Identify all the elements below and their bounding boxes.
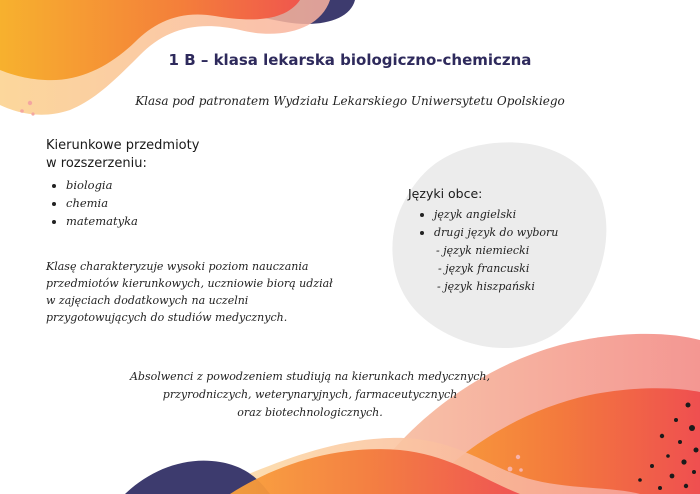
subject-label: matematyka — [66, 214, 138, 228]
page-title: 1 B – klasa lekarska biologiczno-chemiczna — [168, 51, 532, 69]
graduates-line: Absolwenci z powodzeniem studiują na kierunkach medycznych, — [129, 370, 490, 383]
list-item — [52, 194, 138, 212]
list-item — [52, 212, 138, 230]
list-item: - język niemiecki — [436, 244, 530, 257]
subjects-heading — [46, 137, 286, 173]
subjects-list — [52, 176, 138, 230]
subject-label: chemia — [66, 196, 109, 210]
languages-heading: Języki obce: — [408, 186, 483, 201]
description-line: Klasę charakteryzuje wysoki poziom nauczania — [46, 260, 309, 273]
language-label: język angielski — [434, 208, 517, 221]
graduates-line: przyrodniczych, weterynaryjnych, farmaceutycznych — [162, 388, 458, 401]
list-item — [420, 224, 558, 242]
bullet-icon — [52, 184, 56, 188]
patronage-subtitle: Klasa pod patronatem Wydziału Lekarskiego Uniwersytetu Opolskiego — [135, 94, 565, 108]
list-item — [420, 206, 558, 224]
graduates-note — [110, 368, 510, 422]
class-description — [46, 258, 346, 326]
list-item: - język hiszpański — [437, 280, 535, 293]
language-label: drugi język do wyboru — [434, 226, 559, 239]
subject-label: biologia — [66, 178, 113, 192]
description-line: w zajęciach dodatkowych na uczelni — [46, 294, 249, 307]
bullet-icon — [52, 202, 56, 206]
subjects-heading-line-2: w rozszerzeniu: — [46, 156, 147, 171]
second-language-options — [436, 242, 535, 296]
bullet-icon — [420, 213, 424, 217]
bullet-icon — [420, 231, 424, 235]
list-item — [52, 176, 138, 194]
description-line: przygotowujących do studiów medycznych. — [46, 311, 288, 324]
languages-list — [420, 206, 558, 242]
subjects-heading-line-1: Kierunkowe przedmioty — [46, 138, 200, 153]
list-item: - język francuski — [438, 262, 530, 275]
description-line: przedmiotów kierunkowych, uczniowie biorą udział — [46, 277, 333, 290]
graduates-line: oraz biotechnologicznych. — [237, 406, 383, 419]
bullet-icon — [52, 220, 56, 224]
